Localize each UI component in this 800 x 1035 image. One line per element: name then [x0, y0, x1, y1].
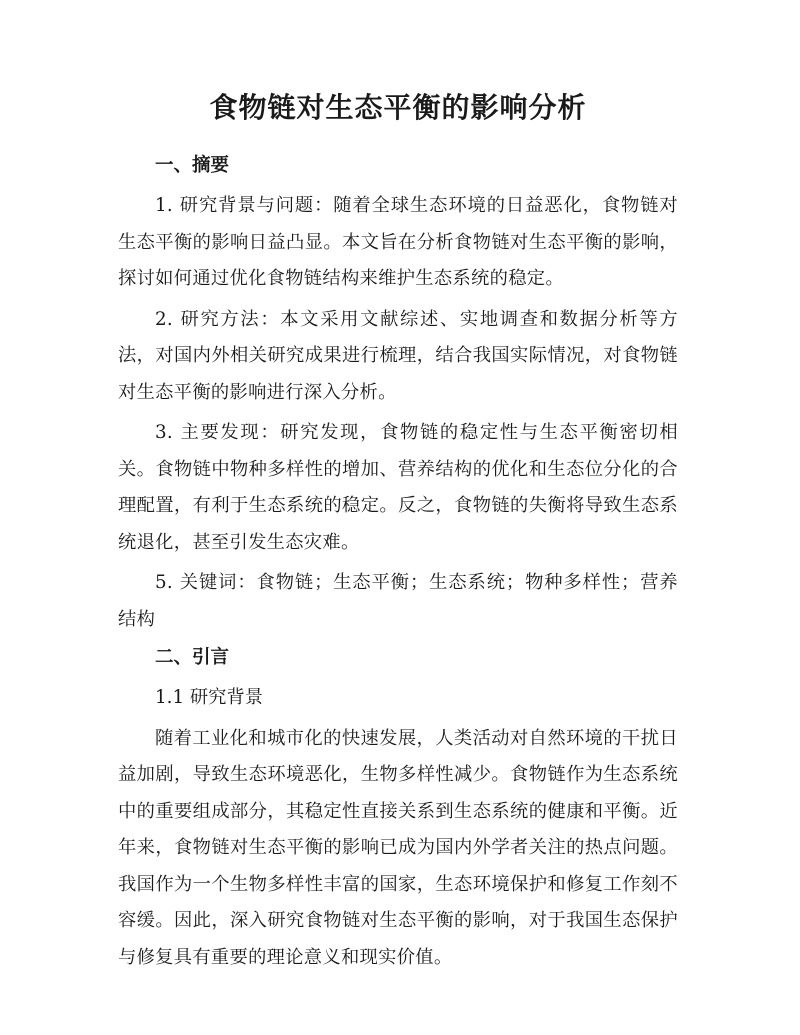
abstract-item-keywords: 5. 关键词：食物链；生态平衡；生态系统；物种多样性；营养结构	[118, 572, 678, 630]
section-heading-introduction: 二、引言	[155, 647, 230, 668]
section-heading-abstract: 一、摘要	[155, 155, 230, 176]
abstract-item-methods: 2. 研究方法：本文采用文献综述、实地调查和数据分析等方法，对国内外相关研究成果进行梳理，结合我国实际情况，对食物链对生态平衡的影响进行深入分析。	[118, 308, 678, 403]
document-page	[118, 88, 678, 976]
abstract-item-findings: 3. 主要发现：研究发现，食物链的稳定性与生态平衡密切相关。食物链中物种多样性的增加、营养结构的优化和生态位分化的合理配置，有利于生态系统的稳定。反之，食物链的失衡将导致生态系统退化，甚至引发生态灾难。	[118, 422, 678, 553]
document-title: 食物链对生态平衡的影响分析	[209, 91, 587, 124]
abstract-item-background: 1. 研究背景与问题：随着全球生态环境的日益恶化，食物链对生态平衡的影响日益凸显。本文旨在分析食物链对生态平衡的影响，探讨如何通过优化食物链结构来维护生态系统的稳定。	[118, 195, 678, 289]
subsection-heading-background: 1.1 研究背景	[155, 687, 264, 708]
introduction-paragraph: 随着工业化和城市化的快速发展，人类活动对自然环境的干扰日益加剧，导致生态环境恶化，生物多样性减少。食物链作为生态系统中的重要组成部分，其稳定性直接关系到生态系统的健康和平衡。近年来，食物链对生态平衡的影响已成为国内外学者关注的热点问题。我国作为一个生物多样性丰富的国家，生态环境保护和修复工作刻不容缓。因此，深入研究食物链对生态平衡的影响，对于我国生态保护与修复具有重要的理论意义和现实价值。	[118, 727, 678, 968]
